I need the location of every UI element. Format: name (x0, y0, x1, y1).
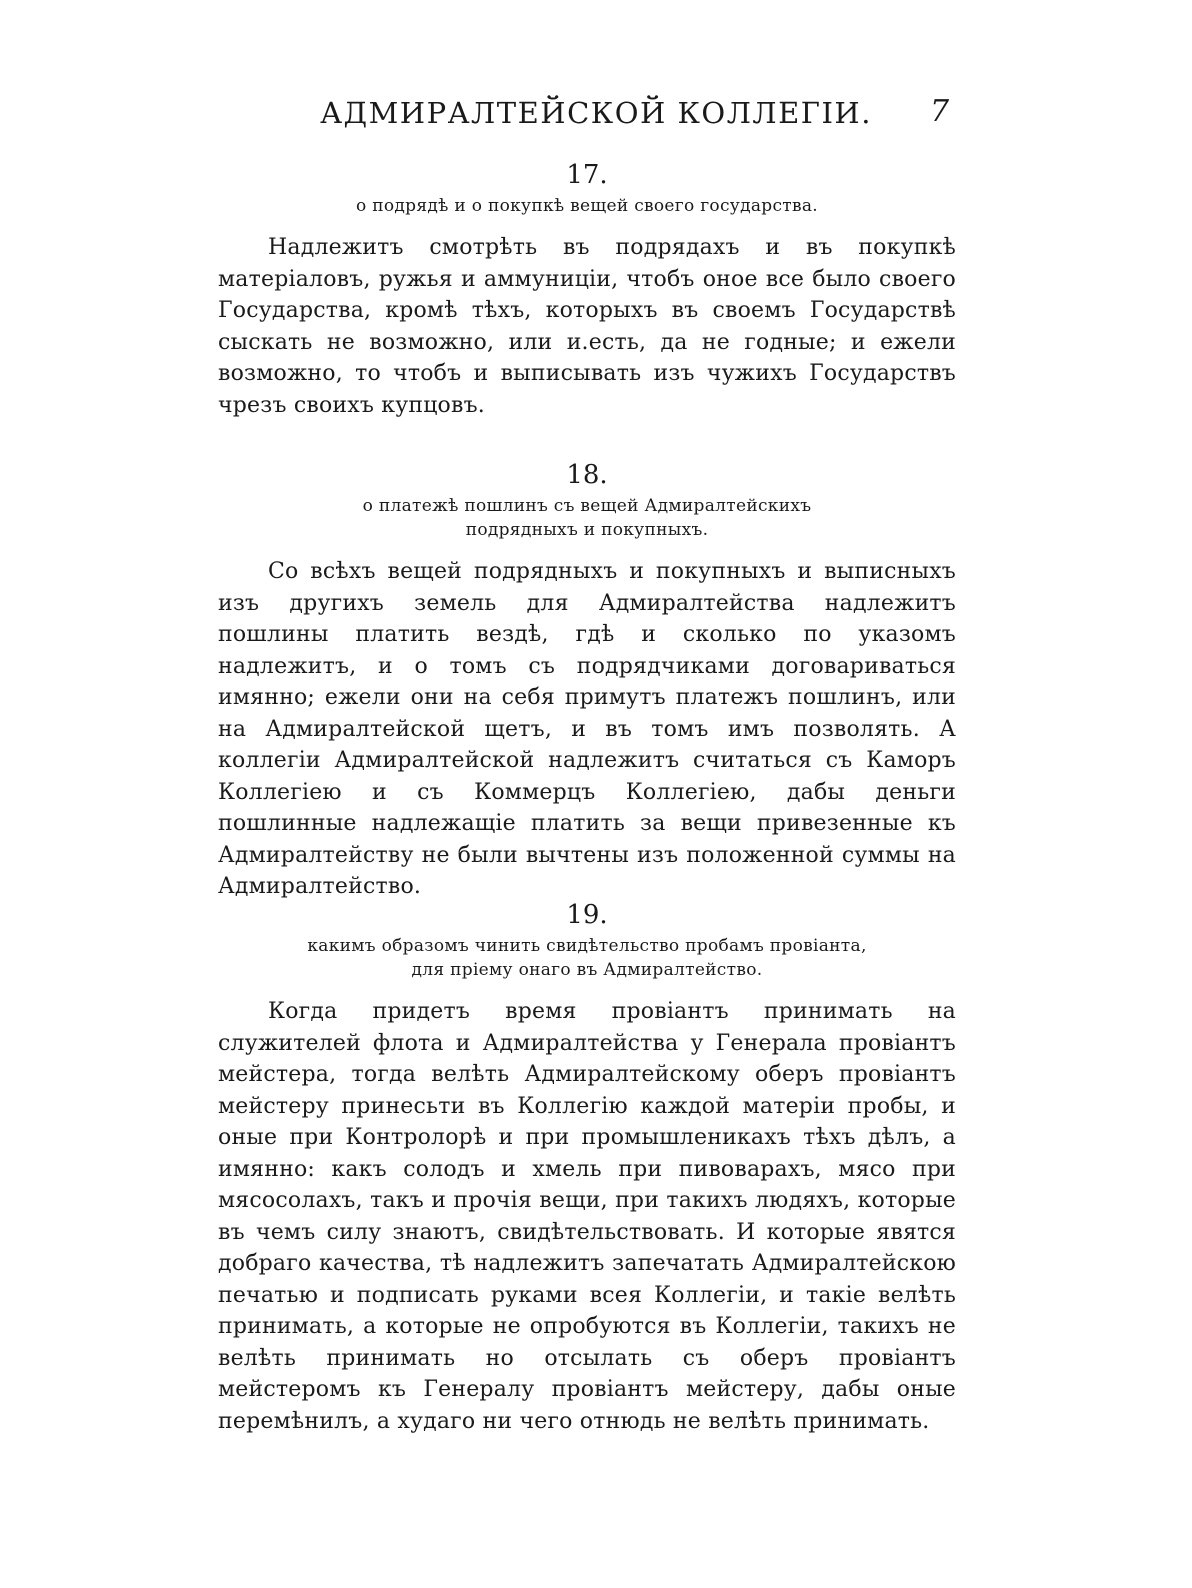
article-body: Надлежитъ смотрѣть въ подрядахъ и въ покупкѣ матеріаловъ, ружья и аммуниціи, чтобъ оное все было своего Государства, кромѣ тѣхъ, которыхъ въ своемъ Государствѣ сыскать не возможно, или и.есть, да не годные; и ежели возможно, то чтобъ и выписывать изъ чужихъ Государствъ чрезъ своихъ купцовъ. (218, 235, 956, 418)
article-title-line: какимъ образомъ чинить свидѣтельство пробамъ провіанта, (307, 936, 867, 956)
article-number: 17. (566, 160, 608, 190)
running-title: АДМИРАЛТЕЙСКОЙ КОЛЛЕГІИ. (320, 96, 872, 130)
article-number: 19. (566, 900, 608, 930)
article-body: Со всѣхъ вещей подрядныхъ и покупныхъ и выписныхъ изъ другихъ земель для Адмиралтейства надлежитъ пошлины платить вездѣ, гдѣ и сколько по указомъ надлежитъ, и о томъ съ подрядчиками договариваться имянно; ежели они на себя примутъ платежъ пошлинъ, или на Адмиралтейской щетъ, и въ томъ имъ позволять. А коллегіи Адмиралтейской надлежитъ считаться съ Каморъ Коллегіею и съ Коммерцъ Коллегіею, дабы деньги пошлинные надлежащіе платить за вещи привезенные къ Адмиралтейству не были вычтены изъ положенной суммы на Адмиралтейство. (218, 559, 956, 899)
article-number: 18. (566, 460, 608, 490)
article-title (218, 194, 956, 218)
article-18 (218, 460, 956, 903)
article-17 (218, 160, 956, 421)
article-title-line: для пріему онаго въ Адмиралтейство. (411, 960, 763, 980)
article-title-line: о подрядѣ и о покупкѣ вещей своего государства. (355, 196, 819, 216)
article-19 (218, 900, 956, 1437)
article-title (218, 934, 956, 982)
page-number: 7 (930, 94, 950, 129)
article-title (218, 494, 956, 542)
article-body: Когда придетъ время провіантъ принимать на служителей флота и Адмиралтейства у Генерала провіантъ мейстера, тогда велѣть Адмиралтейскому оберъ провіантъ мейстеру принесьти въ Коллегію каждой матеріи пробы, и оные при Контролорѣ и при промышленикахъ тѣхъ дѣлъ, а имянно: какъ солодъ и хмель при пивоварахъ, мясо при мясосолахъ, такъ и прочія вещи, при такихъ людяхъ, которые въ чемъ силу знаютъ, свидѣтельствовать. И которые явятся добраго качества, тѣ надлежитъ запечатать Адмиралтейскою печатью и подписать руками всея Коллегіи, и такіе велѣть принимать, а которые не опробуются въ Коллегіи, такихъ не велѣть принимать но отсылать съ оберъ провіантъ мейстеромъ къ Генералу провіантъ мейстеру, дабы оные перемѣнилъ, а худаго ни чего отнюдь не велѣть принимать. (218, 999, 956, 1434)
article-title-line: подрядныхъ и покупныхъ. (465, 520, 709, 540)
article-title-line: о платежѣ пошлинъ съ вещей Адмиралтейскихъ (362, 496, 812, 516)
